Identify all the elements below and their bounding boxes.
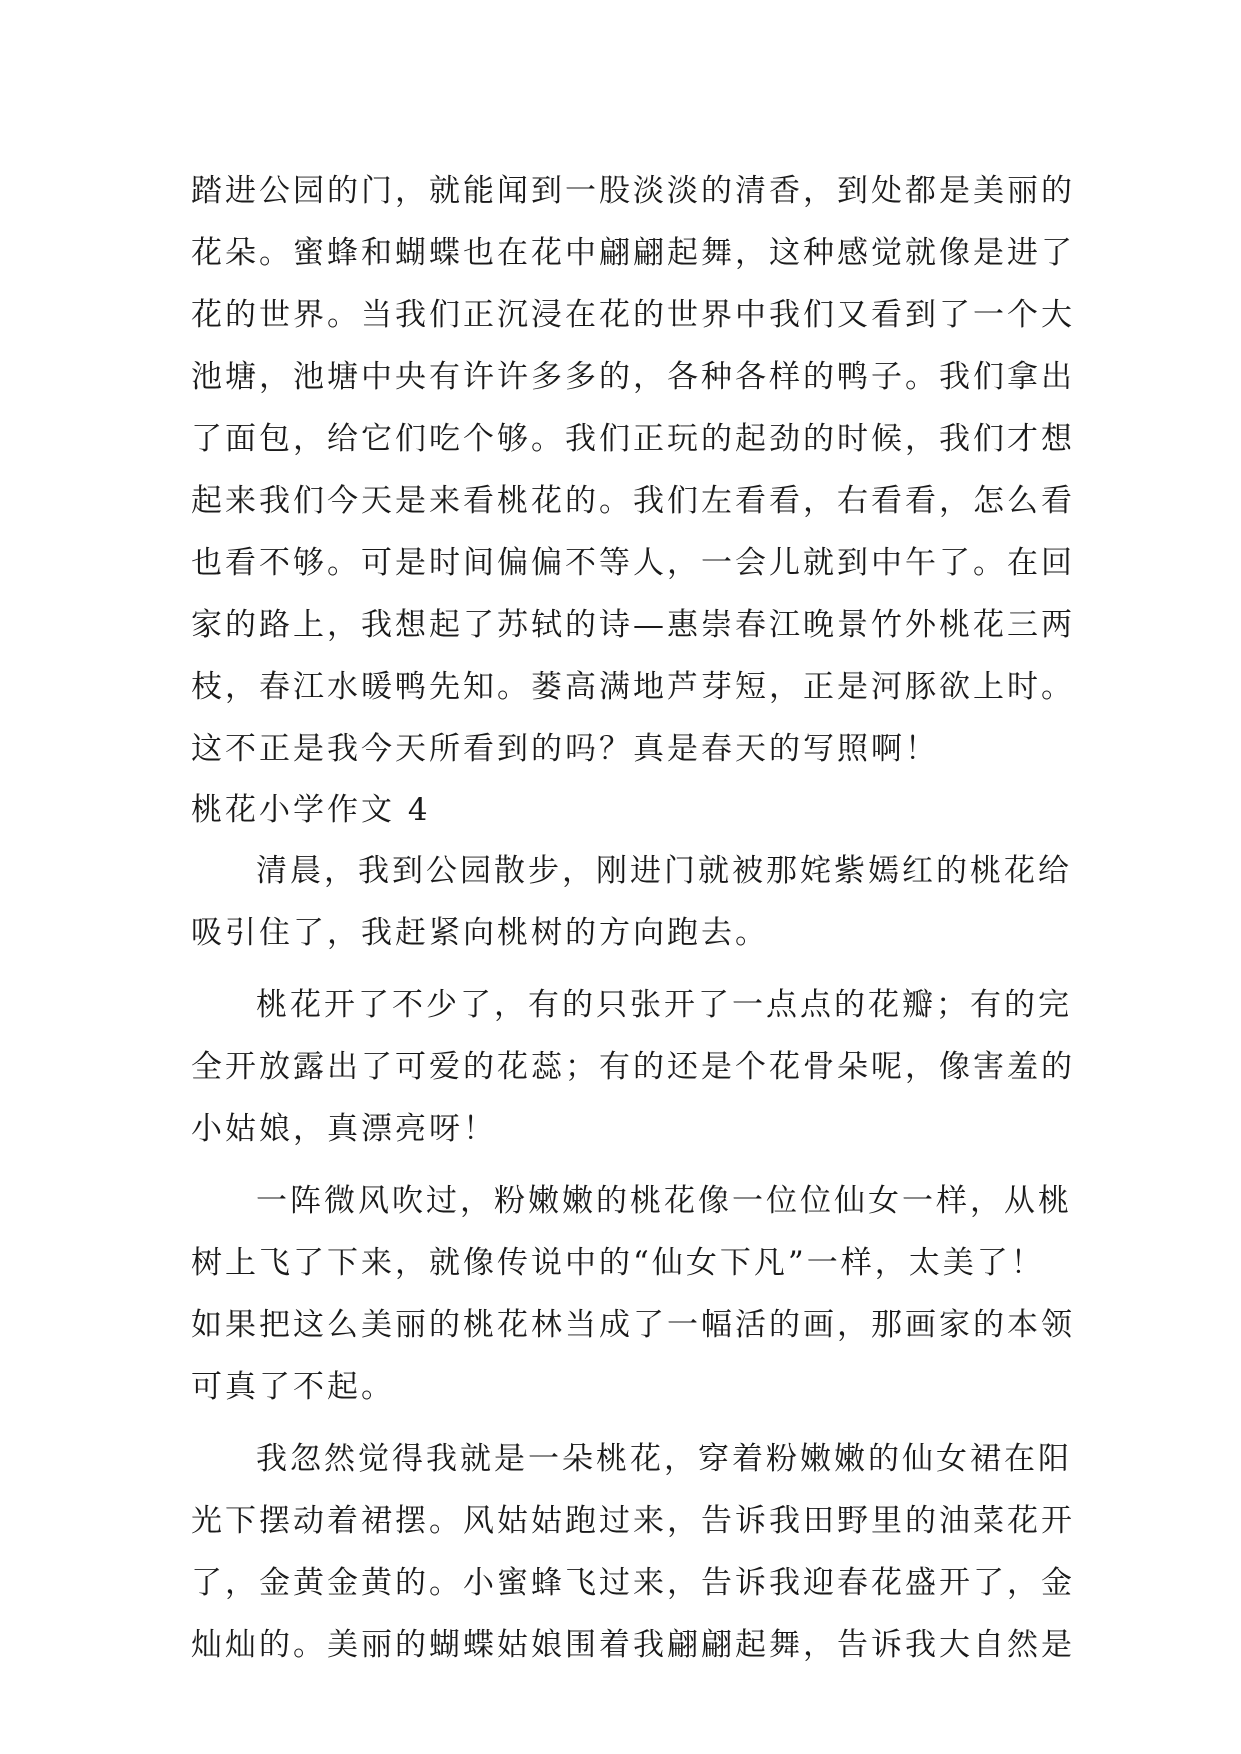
text-line: 可真了不起。 xyxy=(191,1369,395,1405)
text-line: 家的路上，我想起了苏轼的诗—惠崇春江晚景竹外桃花三两 xyxy=(191,607,1075,643)
paragraph-spacer xyxy=(191,1160,1061,1170)
essay-text xyxy=(191,160,1075,1676)
continuation-paragraph xyxy=(191,160,1075,780)
text-line: 了，金黄金黄的。小蜜蜂飞过来，告诉我迎春花盛开了，金 xyxy=(191,1565,1075,1601)
paragraph-spacer xyxy=(191,964,1061,974)
text-line: 花朵。蜜蜂和蝴蝶也在花中翩翩起舞，这种感觉就像是进了 xyxy=(191,235,1075,271)
paragraph xyxy=(191,1428,1075,1676)
text-line: 我忽然觉得我就是一朵桃花，穿着粉嫩嫩的仙女裙在阳 xyxy=(256,1441,1072,1477)
text-line: 小姑娘，真漂亮呀！ xyxy=(191,1111,497,1147)
text-line: 吸引住了，我赶紧向桃树的方向跑去。 xyxy=(191,915,769,951)
paragraph xyxy=(191,1170,1075,1418)
text-line: 了面包，给它们吃个够。我们正玩的起劲的时候，我们才想 xyxy=(191,421,1075,457)
text-line: 花的世界。当我们正沉浸在花的世界中我们又看到了一个大 xyxy=(191,297,1075,333)
text-line: 这不正是我今天所看到的吗？真是春天的写照啊！ xyxy=(191,731,939,767)
text-line: 也看不够。可是时间偏偏不等人，一会儿就到中午了。在回 xyxy=(191,545,1075,581)
text-line: 灿灿的。美丽的蝴蝶姑娘围着我翩翩起舞，告诉我大自然是 xyxy=(191,1627,1075,1663)
text-line: 池塘，池塘中央有许许多多的，各种各样的鸭子。我们拿出 xyxy=(191,359,1075,395)
paragraph xyxy=(191,974,1075,1160)
text-line: 起来我们今天是来看桃花的。我们左看看，右看看，怎么看 xyxy=(191,483,1075,519)
paragraph-spacer xyxy=(191,1418,1061,1428)
text-line: 清晨，我到公园散步，刚进门就被那姹紫嫣红的桃花给 xyxy=(256,853,1072,889)
text-line: 踏进公园的门，就能闻到一股淡淡的清香，到处都是美丽的 xyxy=(191,173,1075,209)
text-line: 全开放露出了可爱的花蕊；有的还是个花骨朵呢，像害羞的 xyxy=(191,1049,1075,1085)
text-line: 树上飞了下来，就像传说中的“仙女下凡”一样，太美了！ xyxy=(191,1245,1045,1281)
essay-heading: 桃花小学作文 4 xyxy=(191,792,431,828)
text-line: 如果把这么美丽的桃花林当成了一幅活的画，那画家的本领 xyxy=(191,1307,1075,1343)
paragraph xyxy=(191,840,1072,964)
text-line: 枝，春江水暖鸭先知。蒌高满地芦芽短，正是河豚欲上时。 xyxy=(191,669,1075,705)
text-line: 一阵微风吹过，粉嫩嫩的桃花像一位位仙女一样，从桃 xyxy=(256,1183,1072,1219)
text-line: 桃花开了不少了，有的只张开了一点点的花瓣；有的完 xyxy=(256,987,1072,1023)
text-line: 光下摆动着裙摆。风姑姑跑过来，告诉我田野里的油菜花开 xyxy=(191,1503,1075,1539)
